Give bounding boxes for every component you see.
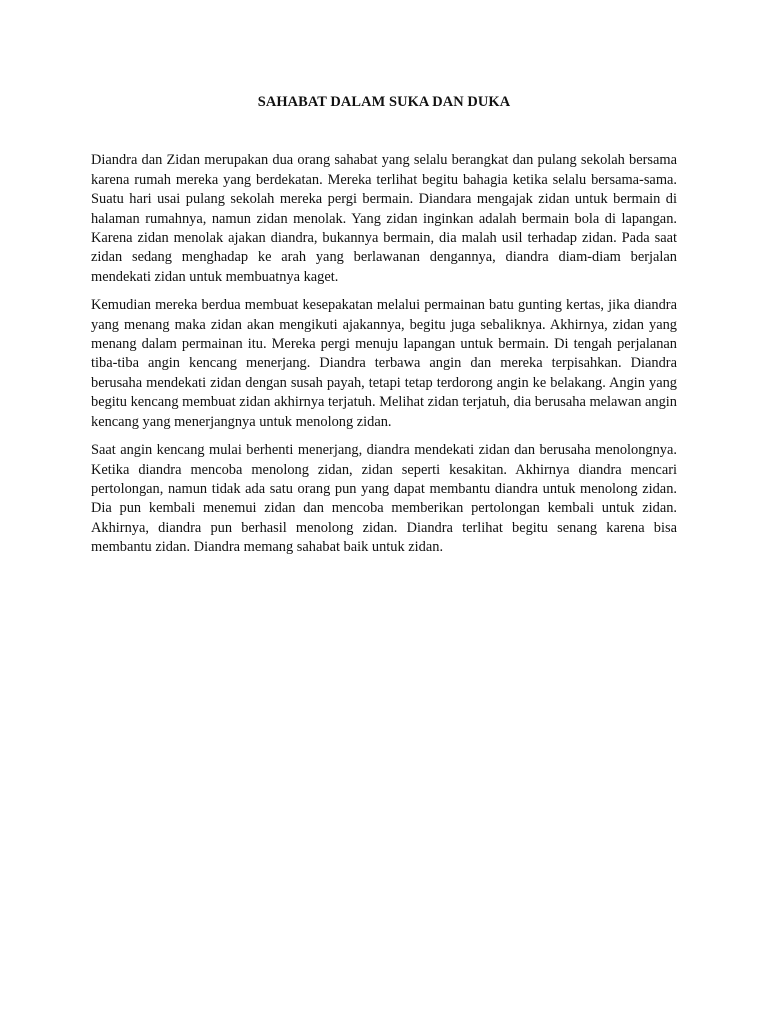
paragraph-3: Saat angin kencang mulai berhenti menerjang, diandra mendekati zidan dan berusaha menolongnya. Ketika diandra mencoba menolong zidan, zidan seperti kesakitan. Akhirnya diandra mencari pertolongan, namun tidak ada satu orang pun yang dapat membantu diandra untuk menolong zidan. Dia pun kembali menemui zidan dan mencoba memberikan pertolongan kembali untuk zidan. Akhirnya, diandra pun berhasil menolong zidan. Diandra terlihat begitu senang karena bisa membantu zidan. Diandra memang sahabat baik untuk zidan.	[91, 442, 677, 556]
paragraph-1: Diandra dan Zidan merupakan dua orang sahabat yang selalu berangkat dan pulang sekolah bersama karena rumah mereka yang berdekatan. Mereka terlihat begitu bahagia ketika selalu bersama-sama. Suatu hari usai pulang sekolah mereka pergi bermain. Diandara mengajak zidan untuk bermain di halaman rumahnya, namun zidan menolak. Yang zidan inginkan adalah bermain bola di lapangan. Karena zidan menolak ajakan diandra, bukannya bermain, dia malah usil terhadap zidan. Pada saat zidan sedang menghadap ke arah yang berlawanan dengannya, diandra diam-diam berjalan mendekati zidan untuk membuatnya kaget.	[91, 152, 677, 285]
document-body	[91, 93, 677, 567]
paragraph-2: Kemudian mereka berdua membuat kesepakatan melalui permainan batu gunting kertas, jika diandra yang menang maka zidan akan mengikuti ajakannya, begitu juga sebaliknya. Akhirnya, zidan yang menang dalam permainan itu. Mereka pergi menuju lapangan untuk bermain. Di tengah perjalanan tiba-tiba angin kencang menerjang. Diandra terbawa angin dan mereka terpisahkan. Diandra berusaha mendekati zidan dengan susah payah, tetapi tetap terdorong angin ke belakang. Angin yang begitu kencang membuat zidan akhirnya terjatuh. Melihat zidan terjatuh, dia berusaha melawan angin kencang yang menerjangnya untuk menolong zidan.	[91, 297, 677, 430]
document-title: SAHABAT DALAM SUKA DAN DUKA	[257, 94, 511, 110]
